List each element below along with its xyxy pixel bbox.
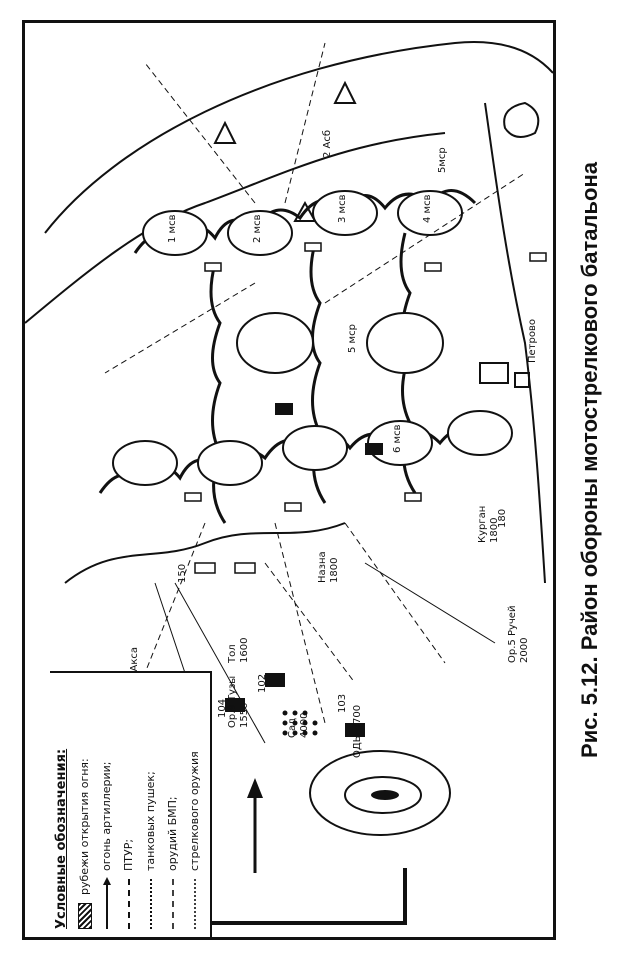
hatched-box-icon — [78, 903, 92, 929]
figure-caption — [564, 20, 604, 940]
legend-title: Условные обозначения: — [54, 748, 69, 929]
label-unit-2asb: 2 Асб — [322, 129, 333, 158]
legend-row-small-arms — [188, 751, 202, 929]
label-unit-5msr-b: 5мср — [437, 147, 448, 173]
lake — [310, 751, 450, 835]
legend-label: рубежи открытия огня: — [78, 758, 92, 895]
dash-dot-line-icon — [172, 879, 174, 929]
battle-map — [22, 20, 556, 940]
label-unit-4msv: 4 мсв — [422, 194, 433, 223]
dotted-line-icon — [194, 879, 196, 929]
label-kurgan: Курган — [477, 505, 488, 543]
label-unit-3msv: 3 мсв — [337, 194, 348, 223]
label-nazna: Назна — [317, 551, 328, 583]
label-tol: Тол — [227, 644, 238, 663]
legend-row-fire-opening — [78, 758, 92, 929]
label-mark-103: 103 — [337, 693, 348, 713]
label-ruchey: Ор.5 Ручей — [507, 605, 518, 663]
arrow-line-icon — [106, 879, 108, 929]
label-sad-dist: 4000 — [299, 712, 310, 738]
legend-row-bmp — [166, 796, 180, 929]
label-unit-5msr: 5 мср — [347, 324, 358, 353]
label-mark-104: 104 — [217, 698, 228, 718]
village-petrovo — [480, 363, 529, 387]
label-tol-dist: 1600 — [239, 637, 250, 663]
label-tuzy: Ор.9 Тузы — [227, 675, 238, 728]
pond — [504, 103, 538, 137]
legend-row-ptur — [122, 839, 136, 929]
label-unit-1msv: 1 мсв — [167, 214, 178, 243]
caption-text: Рис. 5.12. Район обороны мотострелкового батальона — [577, 162, 602, 758]
legend-label: орудий БМП; — [166, 796, 179, 871]
label-tuzy-dist: 1550 — [239, 702, 250, 728]
label-nazna-dist: 1800 — [329, 557, 340, 583]
label-ruchey-dist: 2000 — [519, 637, 530, 663]
north-arrow-icon — [247, 778, 263, 873]
label-sad: Сад — [287, 717, 298, 738]
label-ody: ОДЫ 4700 — [352, 704, 363, 758]
label-mark-150: 150 — [177, 563, 188, 583]
legend-row-artillery — [100, 761, 114, 929]
label-petrovo: Петрово — [527, 319, 538, 363]
label-kurgan-dist: 1800 — [489, 517, 500, 543]
terrain-contours — [25, 42, 553, 583]
legend-label: танковых пушек; — [144, 771, 157, 871]
label-mark-102: 102 — [257, 673, 268, 693]
label-unit-6msv: 6 мсв — [392, 424, 403, 453]
dotted-line-icon — [150, 879, 152, 929]
legend-label: огонь артиллерии; — [100, 761, 113, 871]
label-mark-180: 180 — [497, 508, 508, 528]
label-unit-2msv: 2 мсв — [252, 214, 263, 243]
dashed-line-icon — [128, 879, 130, 929]
map-legend — [50, 671, 212, 939]
legend-label: стрелкового оружия — [188, 751, 201, 871]
legend-row-tank-guns — [144, 771, 158, 929]
legend-label: ПТУР; — [122, 838, 135, 871]
